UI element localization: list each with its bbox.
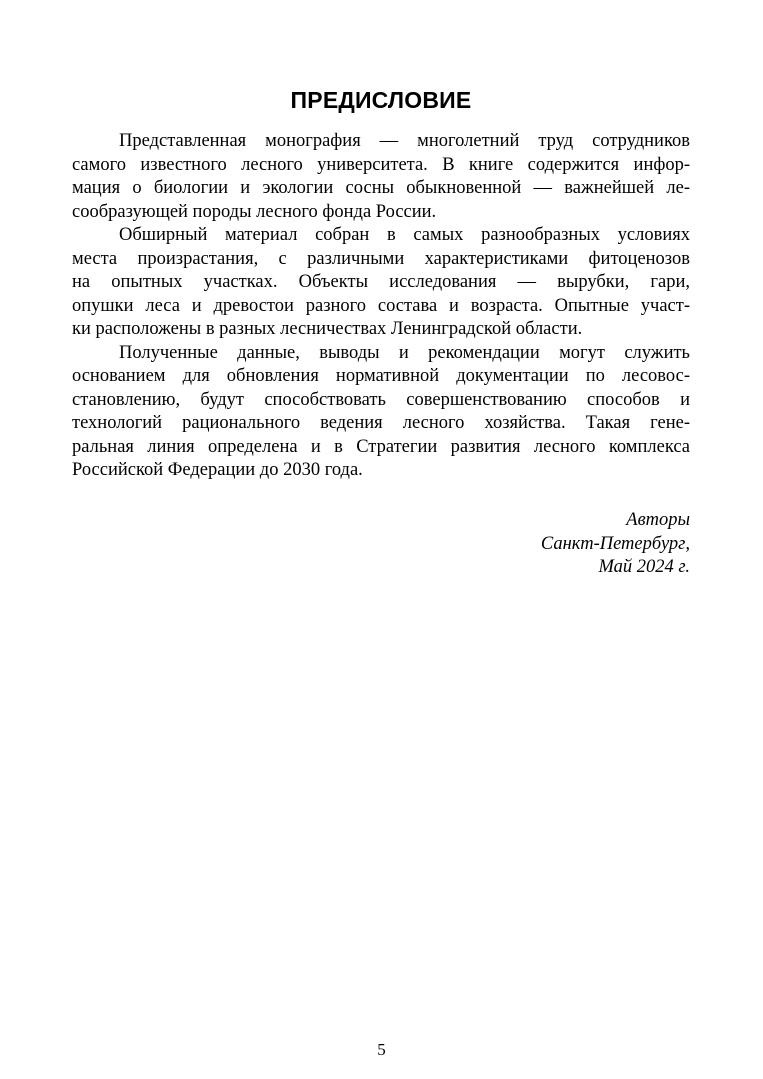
text-line: места произрастания, с различными характеристиками фитоценозов xyxy=(72,248,690,269)
text-line: на опытных участках. Объекты исследования — вырубки, гари, xyxy=(72,272,690,292)
paragraph-2 xyxy=(72,224,690,342)
signature-city: Санкт-Петербург, xyxy=(540,533,690,554)
text-line: сообразующей породы лесного фонда России. xyxy=(72,201,437,222)
preface-body xyxy=(72,130,690,483)
text-line: Полученные данные, выводы и рекомендации могут служить xyxy=(119,342,690,363)
paragraph-3 xyxy=(72,342,690,483)
signature-date: Май 2024 г. xyxy=(598,557,690,577)
signature-block xyxy=(72,509,690,580)
signature-authors: Авторы xyxy=(626,510,690,530)
text-line: становлению, будут способствовать совершенствованию способов и xyxy=(72,389,690,410)
text-line: технологий рационального ведения лесного хозяйства. Такая гене- xyxy=(72,413,690,433)
text-line: ки расположены в разных лесничествах Ленинградской области. xyxy=(72,319,583,339)
paragraph-1 xyxy=(72,130,690,224)
text-line: Обширный материал собран в самых разнообразных условиях xyxy=(119,225,690,245)
text-line: основанием для обновления нормативной документации по лесовос- xyxy=(72,366,690,386)
page-title: ПРЕДИСЛОВИЕ xyxy=(290,87,472,113)
text-line: мация о биологии и экологии сосны обыкновенной — важнейшей ле- xyxy=(72,178,690,198)
text-line: опушки леса и древостои разного состава и возраста. Опытные участ- xyxy=(72,295,690,316)
text-line: Российской Федерации до 2030 года. xyxy=(72,460,363,480)
text-line: самого известного лесного университета. В книге содержится инфор- xyxy=(72,154,690,175)
text-line: Представленная монография — многолетний труд сотрудников xyxy=(119,131,690,151)
page-number: 5 xyxy=(377,1040,386,1059)
text-line: ральная линия определена и в Стратегии развития лесного комплекса xyxy=(72,436,690,457)
